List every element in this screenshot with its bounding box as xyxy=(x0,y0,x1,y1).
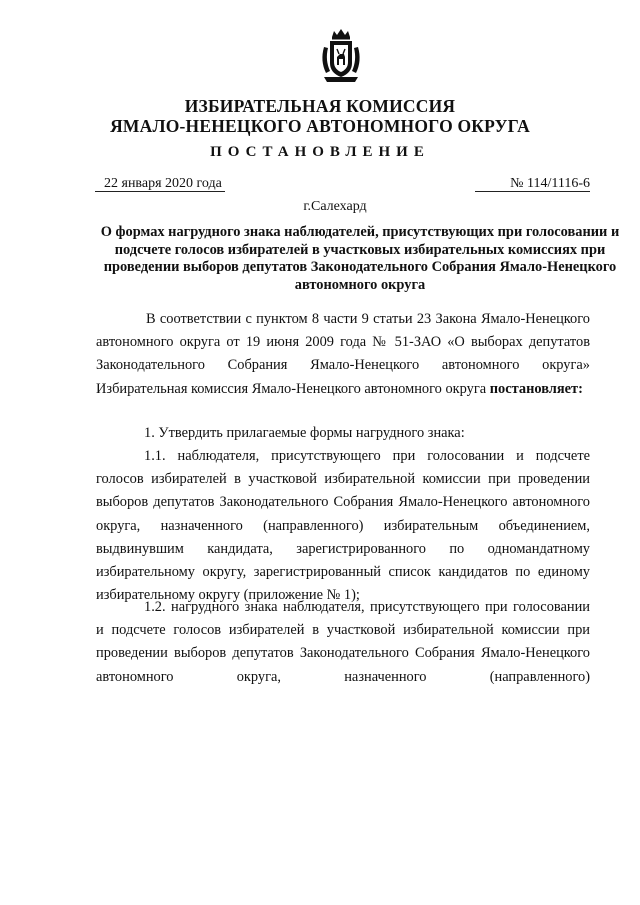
coat-of-arms-icon xyxy=(318,27,364,85)
organization-name-line1: ИЗБИРАТЕЛЬНАЯ КОМИССИЯ xyxy=(184,96,456,116)
document-date: 22 января 2020 года xyxy=(104,176,222,191)
document-number: № 114/1116-6 xyxy=(510,176,590,191)
document-type: ПОСТАНОВЛЕНИЕ xyxy=(210,144,430,160)
paragraph-item-1: 1. Утвердить прилагаемые формы нагрудного знака: xyxy=(144,425,465,441)
document-title: О формах нагрудного знака наблюдателей, присутствующих при голосовании и подсчете голосов избирателей в участковых избирательных комиссиях при проведении выборов депутатов Законодательного Собрания Ямало-Ненецкого автономного округа xyxy=(100,224,620,293)
organization-name-line2: ЯМАЛО-НЕНЕЦКОГО АВТОНОМНОГО ОКРУГА xyxy=(110,116,530,136)
date-underline xyxy=(95,191,225,192)
document-city: г.Салехард xyxy=(303,199,367,214)
paragraph-item-1-1: 1.1. наблюдателя, присутствующего при голосовании и подсчете голосов избирателей в участковой избирательной комиссии при проведении выборов депутатов Законодательного Собрания Ямало-Ненецкого автономного округа, назначенного (направленного) избирательным объединением, выдвинувшим кандидата, зарегистрированного по одномандатному избирательному округу, зарегистрированный список кандидатов по единому избирательному округу (приложение № 1); xyxy=(96,448,590,604)
paragraph-preamble xyxy=(96,308,590,401)
preamble-text: В соответствии с пунктом 8 части 9 статьи 23 Закона Ямало-Ненецкого автономного округа от 19 июня 2009 года № 51-ЗАО «О выборах депутатов Законодательного Собрания Ямало-Ненецкого автономного округа» Избирательная комиссия Ямало-Ненецкого автономного округа xyxy=(96,311,590,397)
preamble-resolves: постановляет: xyxy=(489,380,583,397)
paragraph-item-1-2: 1.2. нагрудного знака наблюдателя, присутствующего при голосовании и подсчете голосов избирателей в участковой избирательной комиссии при проведении выборов депутатов Законодательного Собрания Ямало-Ненецкого автономного округа, назначенного (направленного) xyxy=(96,599,590,685)
number-underline xyxy=(475,191,590,192)
